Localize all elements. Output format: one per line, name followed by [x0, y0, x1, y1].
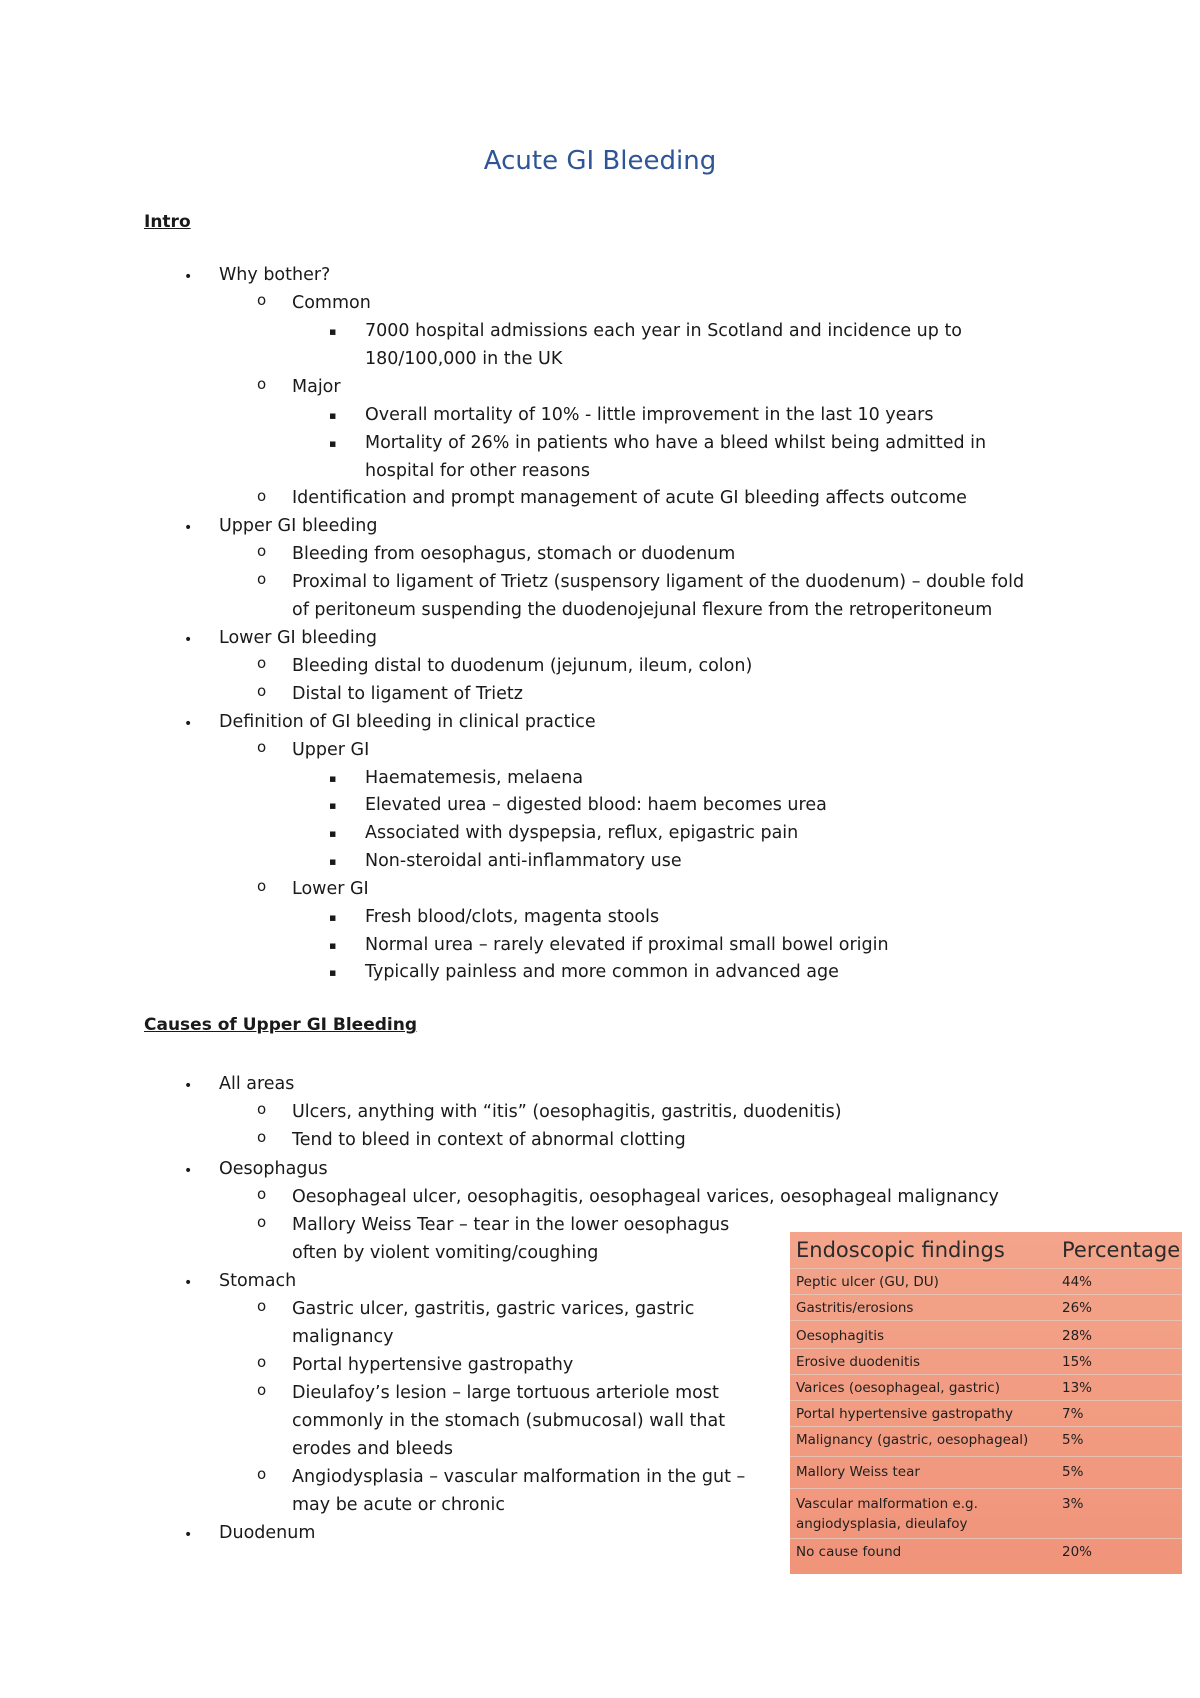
row-divider: [790, 1488, 1182, 1489]
list-item: Typically painless and more common in advanced age: [365, 962, 839, 982]
table-cell-pct: 20%: [1062, 1544, 1093, 1560]
row-divider: [790, 1400, 1182, 1401]
bullet-circle: o: [257, 1381, 267, 1399]
table-cell-finding: Malignancy (gastric, oesophageal): [796, 1432, 1029, 1448]
list-item-continued: malignancy: [292, 1327, 394, 1347]
bullet-circle: o: [257, 1353, 267, 1371]
table-cell-finding: Gastritis/erosions: [796, 1300, 914, 1316]
bullet-square: ▪: [329, 409, 337, 422]
row-divider: [790, 1426, 1182, 1427]
table-cell-pct: 28%: [1062, 1328, 1093, 1344]
table-cell-finding: Vascular malformation e.g.: [796, 1496, 978, 1512]
page-title: Acute GI Bleeding: [483, 146, 717, 176]
list-item: Definition of GI bleeding in clinical practice: [219, 712, 596, 732]
table-header-percentage: Percentage: [1062, 1238, 1181, 1262]
bullet-square: ▪: [329, 855, 337, 868]
bullet-dot: •: [184, 632, 193, 648]
list-item: Elevated urea – digested blood: haem becomes urea: [365, 795, 827, 815]
list-item: Oesophagus: [219, 1159, 328, 1179]
intro-heading: Intro: [144, 212, 191, 232]
table-cell-finding: Peptic ulcer (GU, DU): [796, 1274, 939, 1290]
list-item: Identification and prompt management of acute GI bleeding affects outcome: [292, 488, 967, 508]
list-item-continued: may be acute or chronic: [292, 1495, 506, 1515]
bullet-circle: o: [257, 1465, 267, 1483]
list-item: Upper GI: [292, 740, 370, 760]
list-item: Dieulafoy’s lesion – large tortuous arteriole most: [292, 1383, 719, 1403]
table-header-findings: Endoscopic findings: [796, 1238, 1005, 1262]
bullet-circle: o: [257, 877, 267, 895]
list-item: Distal to ligament of Trietz: [292, 684, 523, 704]
list-item-continued: hospital for other reasons: [365, 461, 591, 481]
table-cell-finding: Oesophagitis: [796, 1328, 885, 1344]
list-item: Tend to bleed in context of abnormal clotting: [292, 1130, 686, 1150]
table-cell-finding: Varices (oesophageal, gastric): [796, 1380, 1000, 1396]
list-item: Common: [292, 293, 371, 313]
bullet-dot: •: [184, 1163, 193, 1179]
list-item: Ulcers, anything with “itis” (oesophagitis, gastritis, duodenitis): [292, 1102, 842, 1122]
bullet-circle: o: [257, 487, 267, 505]
bullet-circle: o: [257, 1213, 267, 1231]
bullet-circle: o: [257, 1185, 267, 1203]
list-item: Mallory Weiss Tear – tear in the lower oesophagus: [292, 1215, 730, 1235]
list-item: Overall mortality of 10% - little improvement in the last 10 years: [365, 405, 934, 425]
table-cell-pct: 5%: [1062, 1464, 1084, 1480]
list-item: Stomach: [219, 1271, 297, 1291]
row-divider: [790, 1348, 1182, 1349]
list-item: All areas: [219, 1074, 295, 1094]
bullet-square: ▪: [329, 437, 337, 450]
table-cell-finding: No cause found: [796, 1544, 902, 1560]
bullet-square: ▪: [329, 325, 337, 338]
list-item-continued: erodes and bleeds: [292, 1439, 454, 1459]
list-item: Major: [292, 377, 341, 397]
bullet-dot: •: [184, 520, 193, 536]
list-item: Why bother?: [219, 265, 331, 285]
list-item: Lower GI: [292, 879, 369, 899]
bullet-circle: o: [257, 1100, 267, 1118]
table-cell-finding: Erosive duodenitis: [796, 1354, 921, 1370]
bullet-circle: o: [257, 542, 267, 560]
row-divider: [790, 1456, 1182, 1457]
bullet-dot: •: [184, 1078, 193, 1094]
list-item: Fresh blood/clots, magenta stools: [365, 907, 660, 927]
endoscopic-findings-table: [790, 1232, 1182, 1574]
list-item-continued: 180/100,000 in the UK: [365, 349, 563, 369]
bullet-circle: o: [257, 738, 267, 756]
table-cell-pct: 26%: [1062, 1300, 1093, 1316]
row-divider: [790, 1294, 1182, 1295]
bullet-square: ▪: [329, 799, 337, 812]
bullet-circle: o: [257, 375, 267, 393]
list-item: Mortality of 26% in patients who have a bleed whilst being admitted in: [365, 433, 987, 453]
table-cell-pct: 15%: [1062, 1354, 1093, 1370]
row-divider: [790, 1268, 1182, 1269]
list-item: Bleeding from oesophagus, stomach or duodenum: [292, 544, 736, 564]
list-item: Associated with dyspepsia, reflux, epigastric pain: [365, 823, 799, 843]
row-divider: [790, 1538, 1182, 1539]
table-cell-pct: 44%: [1062, 1274, 1093, 1290]
bullet-circle: o: [257, 570, 267, 588]
bullet-dot: •: [184, 1527, 193, 1543]
bullet-square: ▪: [329, 772, 337, 785]
list-item: Portal hypertensive gastropathy: [292, 1355, 574, 1375]
bullet-circle: o: [257, 1128, 267, 1146]
bullet-circle: o: [257, 654, 267, 672]
causes-heading: Causes of Upper GI Bleeding: [144, 1015, 418, 1035]
bullet-square: ▪: [329, 966, 337, 979]
list-item: 7000 hospital admissions each year in Scotland and incidence up to: [365, 321, 963, 341]
list-item: Haematemesis, melaena: [365, 768, 584, 788]
table-cell-pct: 3%: [1062, 1496, 1084, 1512]
bullet-circle: o: [257, 682, 267, 700]
list-item: Duodenum: [219, 1523, 316, 1543]
list-item: Non-steroidal anti-inflammatory use: [365, 851, 682, 871]
list-item: Normal urea – rarely elevated if proximal small bowel origin: [365, 935, 889, 955]
bullet-square: ▪: [329, 827, 337, 840]
table-cell-finding-continued: angiodysplasia, dieulafoy: [796, 1516, 968, 1532]
bullet-circle: o: [257, 1297, 267, 1315]
list-item: Angiodysplasia – vascular malformation in the gut –: [292, 1467, 746, 1487]
bullet-square: ▪: [329, 911, 337, 924]
list-item: Proximal to ligament of Trietz (suspensory ligament of the duodenum) – double fold: [292, 572, 1025, 592]
table-cell-finding: Portal hypertensive gastropathy: [796, 1406, 1013, 1422]
table-cell-pct: 7%: [1062, 1406, 1084, 1422]
list-item-continued: of peritoneum suspending the duodenojejunal flexure from the retroperitoneum: [292, 600, 993, 620]
list-item-continued: often by violent vomiting/coughing: [292, 1243, 599, 1263]
list-item: Lower GI bleeding: [219, 628, 377, 648]
row-divider: [790, 1320, 1182, 1321]
bullet-dot: •: [184, 269, 193, 285]
list-item-continued: commonly in the stomach (submucosal) wall that: [292, 1411, 726, 1431]
row-divider: [790, 1374, 1182, 1375]
list-item: Oesophageal ulcer, oesophagitis, oesophageal varices, oesophageal malignancy: [292, 1187, 999, 1207]
bullet-dot: •: [184, 1275, 193, 1291]
list-item: Upper GI bleeding: [219, 516, 378, 536]
list-item: Bleeding distal to duodenum (jejunum, ileum, colon): [292, 656, 753, 676]
list-item: Gastric ulcer, gastritis, gastric varices, gastric: [292, 1299, 695, 1319]
table-cell-finding: Mallory Weiss tear: [796, 1464, 920, 1480]
table-cell-pct: 13%: [1062, 1380, 1093, 1396]
bullet-square: ▪: [329, 939, 337, 952]
table-cell-pct: 5%: [1062, 1432, 1084, 1448]
bullet-circle: o: [257, 291, 267, 309]
bullet-dot: •: [184, 716, 193, 732]
